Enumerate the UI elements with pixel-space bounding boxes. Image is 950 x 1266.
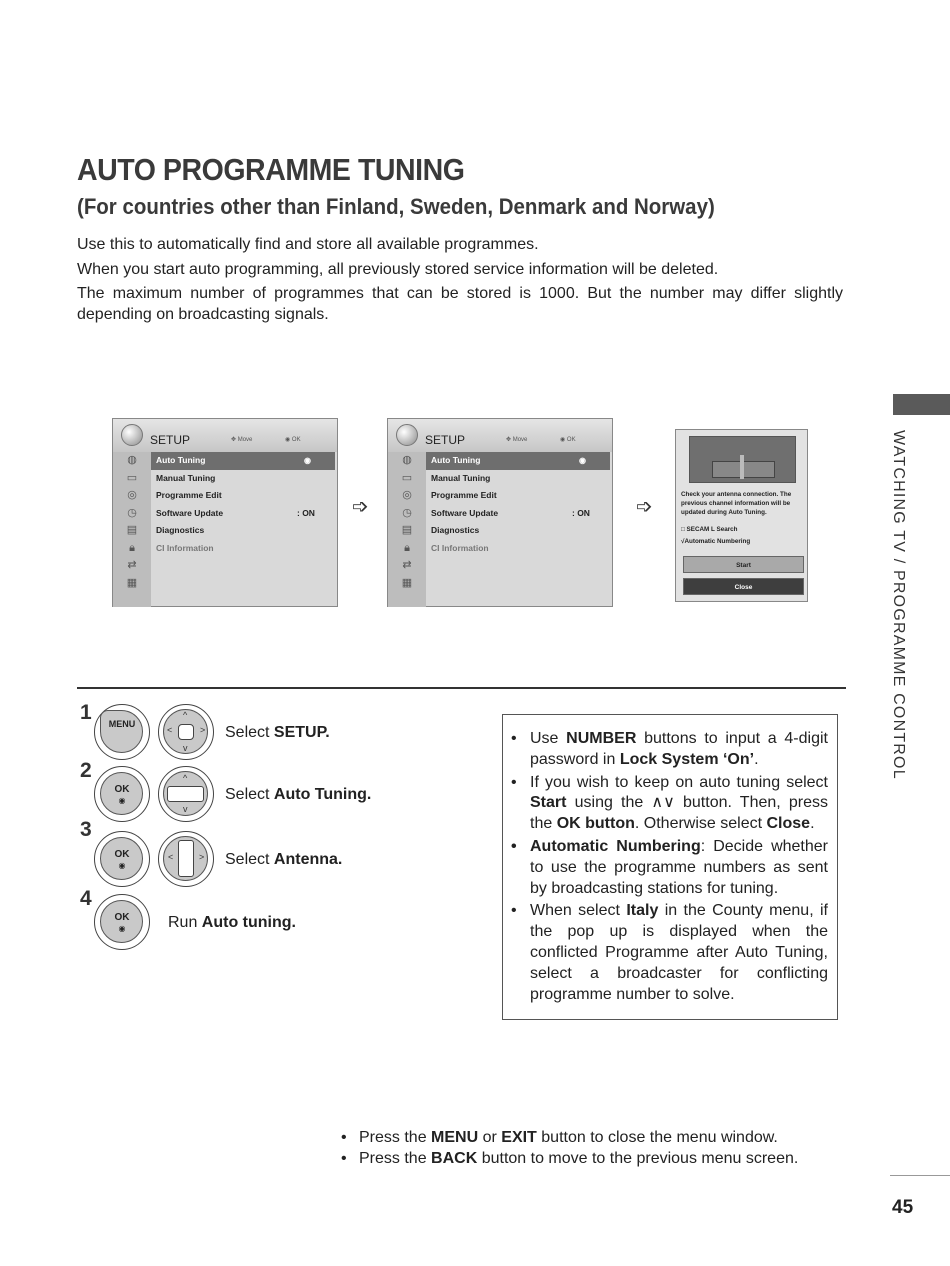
input-icon: ⇄ <box>127 559 137 571</box>
antenna-connection-illustration <box>689 436 796 483</box>
note-item: • Use NUMBER buttons to input a 4-digit password in Lock System ‘On’. <box>511 730 828 768</box>
satellite-icon: ◍ <box>127 454 137 466</box>
menu-item-manual-tuning[interactable]: Manual Tuning <box>431 472 491 483</box>
audio-icon: ◎ <box>127 489 137 501</box>
move-hint: ✥ Move <box>231 437 253 443</box>
step-number: 3 <box>80 818 92 841</box>
auto-tuning-popup <box>675 429 808 602</box>
side-tab-marker <box>893 394 950 415</box>
intro-line-1: Use this to automatically find and store all available programmes. <box>77 236 539 253</box>
intro-text <box>77 235 843 329</box>
menu-item-manual-tuning[interactable]: Manual Tuning <box>156 472 216 483</box>
audio-icon: ◎ <box>402 489 412 501</box>
page-title: AUTO PROGRAMME TUNING <box>77 152 465 187</box>
automatic-numbering-checkbox[interactable]: √Automatic Numbering <box>681 538 751 545</box>
move-hint: ✥ Move <box>506 437 528 443</box>
menu-item-programme-edit[interactable]: Programme Edit <box>431 490 497 500</box>
menu-icon-column <box>388 452 426 607</box>
menu-item-ci-information[interactable]: CI Information <box>156 542 214 553</box>
input-icon: ⇄ <box>402 559 412 571</box>
menu-items <box>426 452 612 557</box>
ok-button-icon: OK ◉ <box>94 766 150 822</box>
step-2-text: Select Auto Tuning. <box>225 786 372 803</box>
popup-message: Check your antenna connection. The previous channel information will be updated during Auto Tuning. <box>681 491 792 516</box>
menu-button-icon: MENU <box>94 704 150 760</box>
picture-icon: ▭ <box>126 471 138 484</box>
next-arrow-icon: ➩ <box>352 496 369 518</box>
satellite-dish-icon <box>396 424 418 446</box>
menu-items <box>151 452 337 557</box>
satellite-dish-icon <box>121 424 143 446</box>
menu-title: SETUP <box>425 433 466 447</box>
page-number-rule <box>890 1175 950 1176</box>
ok-button-icon: OK ◉ <box>94 894 150 950</box>
picture-icon: ▭ <box>401 471 413 484</box>
intro-line-3: The maximum number of programmes that can be stored is 1000. But the number may differ slightly depending on broadcasting signals. <box>77 285 843 323</box>
page-number: 45 <box>892 1197 914 1218</box>
menu-header <box>388 419 612 452</box>
usb-icon: ▦ <box>401 576 413 589</box>
notes-box <box>502 714 838 1020</box>
start-button[interactable]: Start <box>683 556 804 573</box>
step-number: 4 <box>80 887 92 910</box>
menu-item-programme-edit[interactable]: Programme Edit <box>156 490 222 500</box>
page-subtitle: (For countries other than Finland, Sweden, Denmark and Norway) <box>77 194 715 219</box>
option-icon: ▤ <box>126 524 138 536</box>
footer-notes <box>341 1127 798 1169</box>
footer-note: • Press the MENU or EXIT button to close the menu window. <box>341 1129 778 1146</box>
menu-item-diagnostics[interactable]: Diagnostics <box>156 525 205 535</box>
menu-header <box>113 419 337 452</box>
selected-marker-icon: ◉ <box>304 456 311 465</box>
intro-line-2: When you start auto programming, all previously stored service information will be deleted. <box>77 260 719 278</box>
ok-button-icon: OK ◉ <box>94 831 150 887</box>
step-3-text: Select Antenna. <box>225 851 343 868</box>
menu-item-auto-tuning[interactable]: Auto Tuning ◉ <box>426 452 610 470</box>
setup-menu-screen-1 <box>112 418 338 607</box>
secam-l-search-checkbox[interactable]: □ SECAM L Search <box>681 526 738 533</box>
menu-icon-column <box>113 452 151 607</box>
menu-item-software-update[interactable]: Software Update : ON <box>426 505 612 523</box>
left-right-pad-icon: < > <box>158 831 214 887</box>
note-item: • When select Italy in the County menu, if the pop up is displayed when the conflicted Programme after Auto Tuning, select a broadcaster for conflicting programme number to solve. <box>511 902 829 1003</box>
clock-icon: ◷ <box>402 506 412 519</box>
step-number: 1 <box>80 701 92 724</box>
menu-title: SETUP <box>150 433 191 447</box>
menu-item-auto-tuning[interactable]: Auto Tuning ◉ <box>151 452 335 470</box>
lock-icon: 🔒︎ <box>404 541 410 554</box>
software-update-value: : ON <box>297 507 315 518</box>
clock-icon: ◷ <box>127 506 137 519</box>
software-update-value: : ON <box>572 507 590 518</box>
lock-icon: 🔒︎ <box>129 541 135 554</box>
ok-hint: ◉ OK <box>560 437 576 443</box>
menu-item-diagnostics[interactable]: Diagnostics <box>431 525 480 535</box>
note-item: • Automatic Numbering: Decide whether to use the programme numbers as sent by broadcasting stations for tuning. <box>511 837 829 897</box>
setup-menu-screen-2 <box>387 418 613 607</box>
note-item: • If you wish to keep on auto tuning select Start using the ∧∨ button. Then, press the OK button. Otherwise select Close. <box>511 773 828 833</box>
section-side-label: WATCHING TV / PROGRAMME CONTROL <box>890 430 907 780</box>
usb-icon: ▦ <box>126 576 138 589</box>
selected-marker-icon: ◉ <box>579 456 586 465</box>
footer-note: • Press the BACK button to move to the previous menu screen. <box>341 1150 799 1167</box>
step-number: 2 <box>80 759 92 782</box>
next-arrow-icon: ➩ <box>636 496 653 518</box>
close-button[interactable]: Close <box>683 578 804 595</box>
section-divider <box>77 687 846 689</box>
menu-item-ci-information[interactable]: CI Information <box>431 542 489 553</box>
step-1-text: Select SETUP. <box>225 724 330 741</box>
menu-item-software-update[interactable]: Software Update : ON <box>151 505 337 523</box>
navigation-pad-icon: ^ v < > <box>158 704 214 760</box>
up-down-pad-icon: ^ v <box>158 766 214 822</box>
option-icon: ▤ <box>401 524 413 536</box>
ok-hint: ◉ OK <box>285 437 301 443</box>
step-4-text: Run Auto tuning. <box>168 914 296 931</box>
satellite-icon: ◍ <box>402 454 412 466</box>
